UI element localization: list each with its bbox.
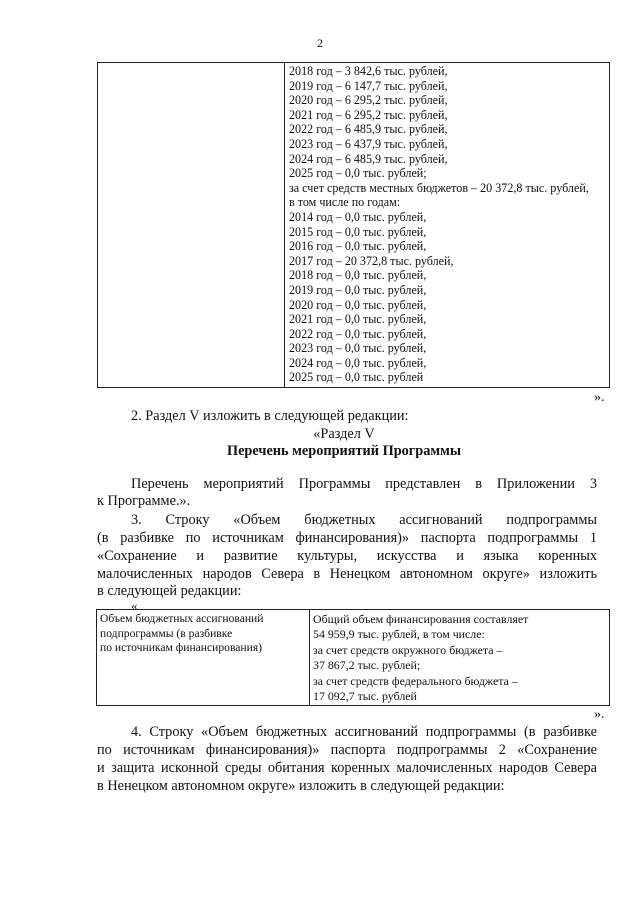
value-line: 37 867,2 тыс. рублей; [313,658,421,673]
funding-line: 2019 год – 0,0 тыс. рублей, [289,282,427,297]
value-line: за счет средств федерального бюджета – [313,673,518,688]
funding-line: 2023 год – 0,0 тыс. рублей, [289,341,427,356]
value-line: 54 959,9 тыс. рублей, в том числе: [313,627,485,642]
item-3-line: 3. Строку «Объем бюджетных ассигнований подпрограммы [131,512,597,528]
item-3-line: «Сохранение и развитие культуры, искусства и языка коренных [97,548,597,564]
item-4-line: в Ненецком автономном округе» изложить в следующей редакции: [97,778,505,794]
label-line: по источникам финансирования) [100,641,263,654]
funding-line: 2018 год – 3 842,6 тыс. рублей, [289,64,448,78]
closing-quote: ». [594,707,605,722]
funding-line: в том числе по годам: [289,195,401,210]
section-paragraph-line: к Программе.». [97,493,191,509]
funding-line: 2018 год – 0,0 тыс. рублей, [289,268,427,283]
table-column-divider [309,610,310,705]
opening-quote: « [131,598,138,613]
funding-table-continuation [97,62,610,388]
value-line: 17 092,7 тыс. рублей [313,689,417,704]
funding-line: 2022 год – 0,0 тыс. рублей, [289,326,427,341]
label-line: Объем бюджетных ассигнований [100,612,264,625]
funding-line: 2015 год – 0,0 тыс. рублей, [289,224,427,239]
funding-line: 2023 год – 6 437,9 тыс. рублей, [289,136,448,151]
funding-line: 2017 год – 20 372,8 тыс. рублей, [289,253,454,268]
label-line: подпрограммы (в разбивке [100,626,233,640]
table-column-divider [284,63,285,387]
funding-line: 2025 год – 0,0 тыс. рублей; [289,166,427,181]
page-number: 2 [317,36,323,50]
funding-line: 2024 год – 0,0 тыс. рублей, [289,355,427,370]
funding-by-year-cell [289,64,589,385]
value-line: за счет средств окружного бюджета – [313,642,503,657]
funding-line: 2022 год – 6 485,9 тыс. рублей, [289,122,448,137]
item-3-line: малочисленных народов Севера в Ненецком автономном округе» изложить [97,566,597,582]
table-label-cell [100,612,305,656]
funding-line: 2014 год – 0,0 тыс. рублей, [289,209,427,224]
funding-line: 2025 год – 0,0 тыс. рублей [289,370,424,385]
item-3-line: (в разбивке по источникам финансирования)» паспорта подпрограммы 1 [97,530,597,546]
funding-line: 2020 год – 6 295,2 тыс. рублей, [289,93,448,108]
funding-line: за счет средств местных бюджетов – 20 372,8 тыс. рублей, [289,180,589,195]
funding-line: 2016 год – 0,0 тыс. рублей, [289,239,427,254]
funding-line: 2020 год – 0,0 тыс. рублей, [289,297,427,312]
section-label: «Раздел V [313,426,375,442]
item-2-text: 2. Раздел V изложить в следующей редакции: [131,408,409,424]
item-4-line: 4. Строку «Объем бюджетных ассигнований подпрограммы (в разбивке [131,724,597,740]
value-line: Общий объем финансирования составляет [313,612,529,626]
item-4-line: по источникам финансирования)» паспорта подпрограммы 2 «Сохранение [97,742,597,758]
item-3-line: в следующей редакции: [97,583,242,599]
table-value-cell [313,612,528,704]
closing-quote: ». [594,390,605,405]
item-4-line: и защита исконной среды обитания коренных малочисленных народов Севера [97,760,597,776]
funding-line: 2021 год – 6 295,2 тыс. рублей, [289,107,448,122]
funding-line: 2019 год – 6 147,7 тыс. рублей, [289,78,448,93]
section-title: Перечень мероприятий Программы [226,443,462,459]
section-paragraph-line: Перечень мероприятий Программы представлен в Приложении 3 [131,476,597,492]
funding-line: 2021 год – 0,0 тыс. рублей, [289,312,427,327]
budget-allocation-table [96,609,610,706]
funding-line: 2024 год – 6 485,9 тыс. рублей, [289,151,448,166]
